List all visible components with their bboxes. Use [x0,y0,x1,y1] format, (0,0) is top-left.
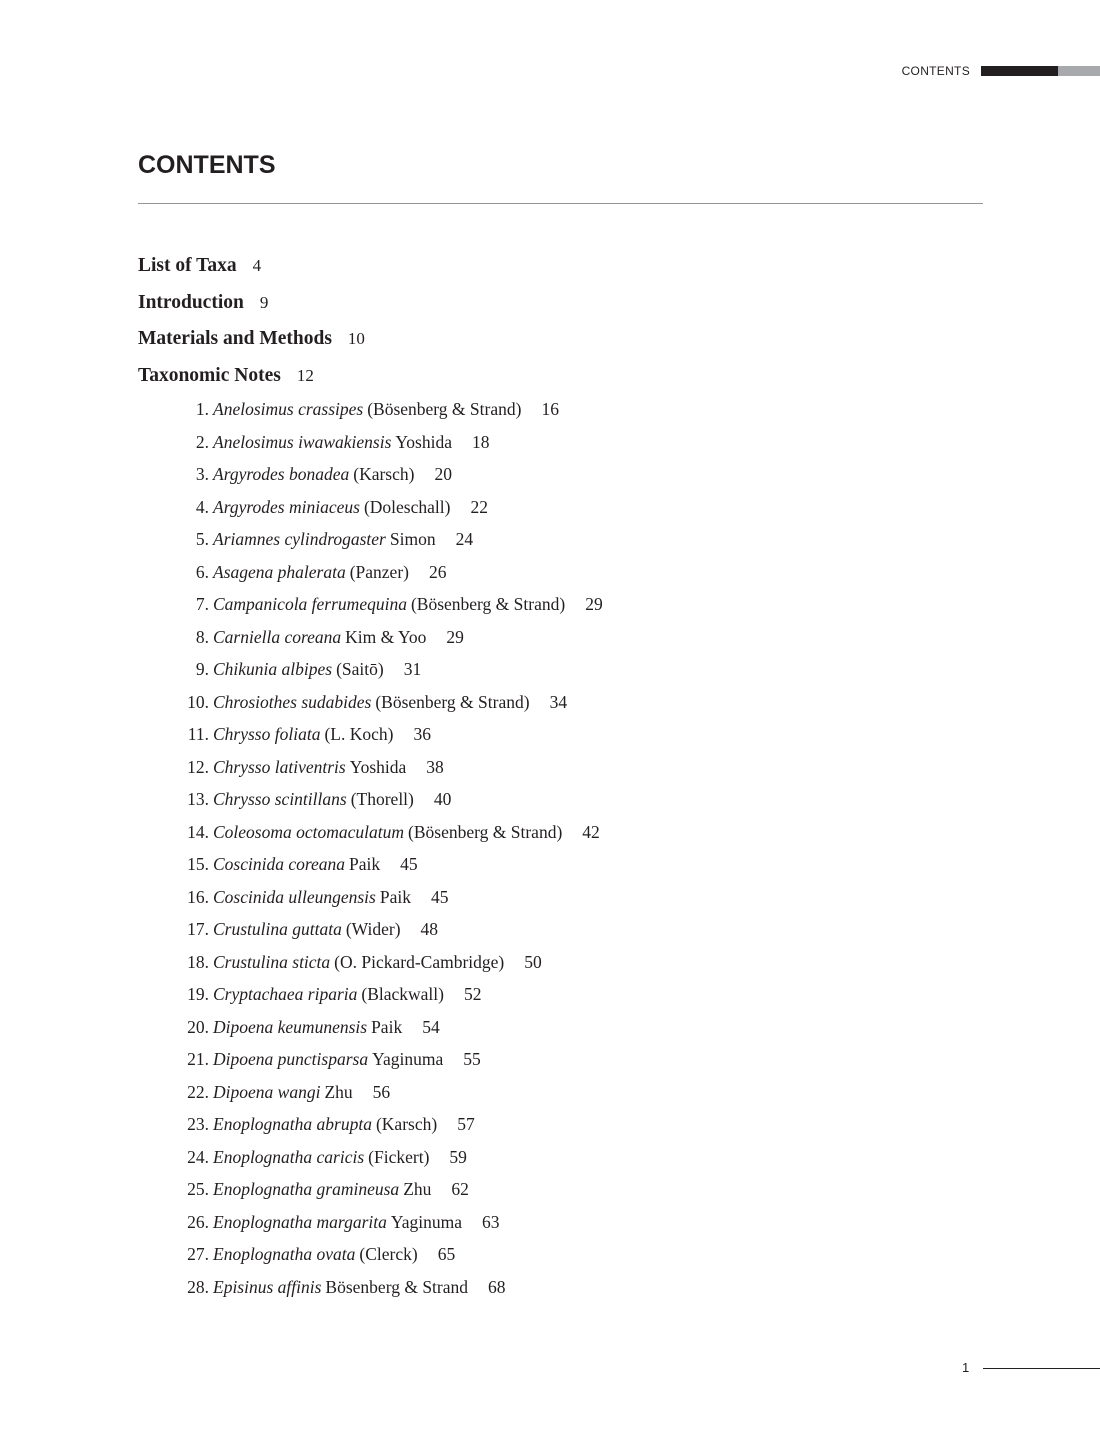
taxon-number: 19. [187,984,209,1004]
taxon-author: Yoshida [395,431,452,452]
taxon-author: (Bösenberg & Strand) [367,399,522,419]
taxon-author: Bösenberg & Strand [325,1276,469,1297]
toc-taxon-entry[interactable] [138,1241,838,1274]
taxon-author: Zhu [324,1081,353,1102]
section-list [138,253,365,399]
taxon-author: Yaginuma [372,1049,444,1069]
section-title: List of Taxa [138,255,237,276]
toc-taxon-entry[interactable] [138,981,838,1014]
taxon-name: Ariamnes cylindrogaster [213,529,386,549]
taxon-number: 7. [195,594,209,614]
taxon-page: 50 [524,951,542,972]
taxon-name: Carniella coreana [213,626,342,647]
toc-taxon-entry[interactable] [138,949,838,982]
taxon-author: (Clerck) [359,1244,418,1264]
taxon-name: Crustulina sticta [213,951,331,972]
taxon-name: Campanicola ferrumequina [213,594,407,614]
taxon-name: Enoplognatha gramineusa [213,1179,400,1199]
taxon-number: 4. [195,496,209,517]
section-page: 9 [259,292,269,312]
toc-taxon-entry[interactable] [138,656,838,689]
taxon-page: 18 [471,431,490,452]
toc-taxon-entry[interactable] [138,396,838,429]
taxon-author: (Bösenberg & Strand) [375,691,530,712]
toc-taxon-entry[interactable] [138,689,838,722]
taxon-page: 45 [400,854,418,874]
taxon-author: (Panzer) [349,561,409,582]
taxon-page: 45 [430,886,449,907]
taxon-name: Coscinida ulleungensis [213,886,376,907]
toc-taxon-entry[interactable] [138,461,838,494]
taxon-author: (Doleschall) [363,496,451,517]
running-head-label: CONTENTS [901,64,970,78]
taxon-name: Anelosimus iwawakiensis [213,431,392,452]
toc-taxon-entry[interactable] [138,1046,838,1079]
taxon-name: Enoplognatha ovata [213,1244,356,1264]
taxon-page: 26 [428,561,447,582]
taxon-number: 15. [187,854,209,874]
toc-taxon-entry[interactable] [138,1014,838,1047]
toc-taxon-entry[interactable] [138,1079,838,1112]
taxon-number: 13. [187,789,209,809]
toc-taxon-entry[interactable] [138,1209,838,1242]
taxon-number: 1. [195,399,209,419]
taxon-number: 6. [195,561,209,582]
taxon-name: Cryptachaea riparia [213,984,358,1004]
taxon-author: (Wider) [345,919,401,939]
toc-taxon-entry[interactable] [138,526,838,559]
taxon-author: (Fickert) [368,1146,430,1167]
toc-taxon-entry[interactable] [138,1176,838,1209]
taxon-page: 62 [451,1179,469,1199]
taxon-page: 54 [422,1016,440,1037]
toc-taxon-entry[interactable] [138,1111,838,1144]
taxon-page: 56 [372,1081,391,1102]
taxon-page: 16 [541,399,559,419]
taxon-number: 8. [195,626,209,647]
taxon-name: Dipoena wangi [213,1081,321,1102]
taxon-number: 17. [187,919,209,939]
toc-taxon-entry[interactable] [138,884,838,917]
taxon-name: Enoplognatha abrupta [213,1114,372,1134]
toc-section[interactable] [138,363,365,400]
section-page: 10 [347,329,365,348]
taxon-author: Simon [389,529,436,549]
taxon-author: Paik [379,886,411,907]
taxon-author: (Thorell) [350,789,414,809]
taxon-author: (Karsch) [375,1114,438,1134]
toc-taxon-entry[interactable] [138,494,838,527]
taxon-page: 29 [585,594,603,614]
toc-taxon-entry[interactable] [138,819,838,852]
taxon-page: 48 [420,919,439,939]
running-head-bar-dark [981,66,1058,76]
taxon-number: 5. [195,529,209,549]
taxon-author: Zhu [403,1179,432,1199]
taxon-name: Anelosimus crassipes [213,399,364,419]
taxon-page: 20 [434,464,452,484]
taxon-number: 14. [187,821,209,842]
taxon-name: Dipoena punctisparsa [213,1049,369,1069]
taxon-author: Kim & Yoo [345,626,427,647]
taxon-page: 29 [446,626,464,647]
taxon-number: 3. [195,464,209,484]
toc-taxon-entry[interactable] [138,916,838,949]
taxon-name: Coscinida coreana [213,854,346,874]
footer-rule [983,1368,1100,1369]
taxon-number: 12. [187,756,209,777]
taxon-name: Enoplognatha caricis [213,1146,365,1167]
taxon-number: 10. [187,691,209,712]
toc-taxon-entry[interactable] [138,559,838,592]
toc-taxon-entry[interactable] [138,754,838,787]
toc-section[interactable] [138,290,365,327]
taxon-number: 25. [187,1179,209,1199]
taxon-page: 63 [482,1211,500,1232]
taxon-name: Argyrodes miniaceus [213,496,360,517]
taxon-author: Paik [349,854,381,874]
taxon-page: 34 [549,691,568,712]
taxon-name: Chrysso foliata [213,724,321,744]
section-page: 12 [296,365,314,385]
taxon-page: 59 [449,1146,467,1167]
taxon-number: 22. [187,1081,209,1102]
section-title: Materials and Methods [138,328,332,349]
taxon-page: 42 [582,821,600,842]
taxon-number: 11. [187,724,209,744]
taxon-name: Chrosiothes sudabides [213,691,372,712]
taxon-number: 28. [187,1276,209,1297]
taxon-page: 55 [463,1049,481,1069]
toc-taxon-entry[interactable] [138,1144,838,1177]
taxon-author: Yoshida [349,756,407,777]
running-head [902,64,1100,78]
taxon-author: Yaginuma [390,1211,463,1232]
taxon-number: 16. [187,886,209,907]
toc-taxon-entry[interactable] [138,786,838,819]
taxon-name: Chrysso lativentris [213,756,346,777]
taxa-list [138,396,838,1306]
taxon-author: Paik [371,1016,403,1037]
taxon-author: (O. Pickard-Cambridge) [334,951,505,972]
taxon-number: 27. [187,1244,209,1264]
section-title: Introduction [138,291,244,313]
taxon-name: Chikunia albipes [213,659,333,679]
toc-section[interactable] [138,326,365,363]
toc-taxon-entry[interactable] [138,624,838,657]
taxon-page: 38 [426,756,444,777]
taxon-page: 22 [470,496,488,517]
taxon-page: 65 [437,1244,456,1264]
taxon-name: Chrysso scintillans [213,789,347,809]
taxon-page: 40 [433,789,452,809]
taxon-number: 9. [195,659,209,679]
taxon-page: 31 [403,659,422,679]
toc-taxon-entry[interactable] [138,591,838,624]
taxon-name: Coleosoma octomaculatum [213,821,405,842]
toc-taxon-entry[interactable] [138,429,838,462]
taxon-number: 2. [195,431,209,452]
toc-section[interactable] [138,253,365,290]
taxon-author: (Blackwall) [361,984,444,1004]
section-page: 4 [252,256,262,275]
taxon-author: (Karsch) [353,464,415,484]
taxon-number: 24. [187,1146,209,1167]
taxon-name: Argyrodes bonadea [213,464,350,484]
taxon-number: 23. [187,1114,209,1134]
taxon-number: 26. [187,1211,209,1232]
taxon-page: 36 [413,724,431,744]
toc-taxon-entry[interactable] [138,721,838,754]
taxon-author: (Bösenberg & Strand) [408,821,563,842]
taxon-number: 20. [187,1016,209,1037]
section-title: Taxonomic Notes [138,364,281,386]
taxon-name: Dipoena keumunensis [213,1016,368,1037]
taxon-author: (L. Koch) [324,724,394,744]
taxon-page: 24 [455,529,474,549]
toc-taxon-entry[interactable] [138,851,838,884]
taxon-author: (Bösenberg & Strand) [410,594,566,614]
running-head-bar-light [1058,66,1100,76]
taxon-page: 68 [488,1276,506,1297]
toc-taxon-entry[interactable] [138,1274,838,1307]
taxon-name: Episinus affinis [213,1276,322,1297]
taxon-page: 57 [457,1114,475,1134]
taxon-page: 52 [463,984,482,1004]
taxon-number: 21. [187,1049,209,1069]
taxon-name: Asagena phalerata [213,561,346,582]
title-divider [138,203,983,204]
taxon-name: Crustulina guttata [213,919,342,939]
page-title: CONTENTS [138,151,276,179]
taxon-author: (Saitō) [336,659,384,679]
taxon-number: 18. [187,951,209,972]
taxon-name: Enoplognatha margarita [213,1211,387,1232]
page-number: 1 [962,1360,970,1375]
